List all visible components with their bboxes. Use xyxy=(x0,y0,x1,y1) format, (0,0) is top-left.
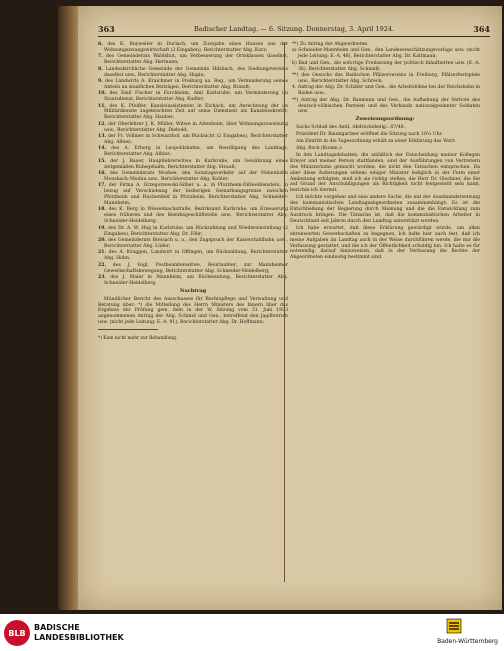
paragraph: Am Eintritt in die Tagesordnung erhält zu einer Erklärung das Wort: xyxy=(296,139,456,145)
running-title: Badischer Landtag. — 6. Sitzung. Donnerstag, 3. April 1924. xyxy=(193,25,395,33)
list-item xyxy=(98,238,288,250)
item-text: des Emil Fischer in Forchheim, Amt Karlsruhe, um Verminderung im Staatsdienst, Berichterstatter Abg. Kudler; xyxy=(104,91,288,103)
item-text: des K. Buyweiler in Durlach, um Zuwgabe eines Hauses aus der Wohnungszwangswirtschaft (2 Eingaben), Berichterstatter Abg. Kurz; xyxy=(104,42,288,53)
list-item xyxy=(98,171,288,183)
list-item: a) Schneider-Mannheim und Gen., den Landeseinschätzungsvorlage usw. (nicht jede Leitung: E.-A. 46), Berichterstatter Abg. Dr. Kaltmann; xyxy=(292,48,480,60)
item-text: des J. Vogl, Postbeamtenwitwe, Beurlaubter, zur Mannheimer Gewerkschaftsbewegung, Berichterstatter Abg. Schneider-Heidelberg; xyxy=(104,262,288,274)
list-item xyxy=(98,42,288,54)
library-name-line2: LANDESBIBLIOTHEK xyxy=(34,633,124,642)
list-item xyxy=(98,67,288,79)
item-text: des Gemeinderats Moshee, den Sonntagsverkehr auf der Nebenbahn Moosbach–Mudau usw., Berichterstatter Abg. Kohler; xyxy=(104,171,289,182)
document-page xyxy=(78,6,502,610)
header-rule xyxy=(98,36,490,37)
list-item: **) Zu Antrag der Abgeordneten xyxy=(292,42,368,47)
right-paragraphs xyxy=(290,125,480,261)
paragraph: In den Landtagsdebatten, die anläßlich der Entscheidung meiner Kollegen Kreyer und meiner Person stattfanden, sind der Ausführungen von Vertretern des Ministeriums gemacht worden, die nicht den Tatsachen entsprechen. Da aber diese Äußerungen seitens einiger Minister lediglich in der Form einer Andeutung erfolgten, muß ich sie richtig stellen, die Herr Dr. Glockner, die Sie auf Grund der Anschuldigungen als Richtigkeit nicht festgestellt sein kann, berichte ich hiermit. xyxy=(290,152,480,194)
paragraph: Ich möchte vorgehen und eine andere Sache, die mit der Auseinandersetzung des kommunistischen Landtagsabgeordneten zusammenhängt: Es ist die Entschließung der Regierung durch Meinung und die die Entwicklung zum Ausdruck bringen. Die Tatsache ist, daß die kommunistischen Arbeiter in Deutschland seit Jahren durch den Landtag unterstützt worden. xyxy=(290,195,480,224)
library-name-line1: BADISCHE xyxy=(34,623,80,632)
list-item xyxy=(98,226,288,238)
item-text: der Firma A. Grzegorzewski-Silber u. a. in Pforzheim-Dillweißenstein, in bezug auf Verschiebung der bisherigen Gemarkungsgrenze zwischen Pforzheim und Huchenfeld in Pforzheim, Berichterstatter Abg. Schneider-Mannheim; xyxy=(104,183,288,207)
item-number: 11. xyxy=(98,103,106,109)
left-tail-paragraph: Mündlicher Bericht des Ausschusses für Rechtspflege und Verwaltung und Beratung über: *) die Mitteilung des Herrn Ministers des Innern über das Ergebnis der Prüfung gem. dem in der W. Sitzung vom 31. Juni 1923 angenommenen Antrag der Abg. Schmid und Gen., betreffend den Jagdbetrieb usw. (nicht jede Leitung: E.-A. 91), Berichterstatter Abg. Dr. Hoffmann; xyxy=(98,296,288,326)
list-item xyxy=(98,54,288,66)
item-text: des K. Berg in Wiesenbachstraße, Bezirksamt Karlsruhe, um Erneuerung eines früheren und des Bezirksgeschäftstelle usw., Berichterstatter Abg. Schneider-Heidelberg; xyxy=(104,207,288,225)
list-item: **) Antrag der Abg. Dr. Baumann und Gen., die Aufhebung der Verbote des deutsch-völkischen Parteien und des Verbands nationalgesinnter Soldaten usw. xyxy=(292,97,480,115)
item-text: Landeskirchliche Gemeinde der Gemeinde Hilsbach, des Siedlungsvereins daselbst usw., Berichterstatter Abg. Hugin; xyxy=(104,66,288,78)
item-text: der J. Bauer, Hauptlehrerwitwe in Karlsruhe, um Gewährung eines zeitgemäßen Ruhegehalts, Berichterstatter Abg. Strauß; xyxy=(104,158,288,170)
list-item xyxy=(98,263,288,275)
footnote: *) Kam nicht mehr zur Behandlung. xyxy=(98,336,178,342)
list-item: b) Bad und Gen., die sofortige Freilassung der politisch Inhaftierten usw. (E.-A. 36), Berichterstatter Abg. Schmidt; xyxy=(292,60,480,72)
list-item xyxy=(98,250,288,262)
right-column xyxy=(290,42,480,262)
item-number: 8. xyxy=(98,66,103,72)
list-item xyxy=(98,159,288,171)
item-number: 10. xyxy=(98,91,106,97)
state-coat-of-arms-icon xyxy=(444,617,464,635)
item-text: des A. Erberg in Leopoldshafen, um Bewilligung des Landtags, Berichterstatter Abg. Albiez; xyxy=(104,146,288,158)
item-text: des Gemeinderats Breisach u. a., den Zugspruch der Kaiserstuhlbahn usw., Berichterstatter Abg. Lüder; xyxy=(104,238,288,249)
item-number: 9. xyxy=(98,78,103,84)
item-text: des A. Kruggen, Landwirt in Offingen, um Rückzahlung, Berichterstatter Abg. Hohn; xyxy=(104,250,288,262)
list-item xyxy=(98,275,288,287)
item-number: 6. xyxy=(98,42,103,47)
item-number: 12. xyxy=(98,121,106,127)
paragraph: Sachs Schluß des Amtl. Abdrucksbeilg.: 87/48. xyxy=(296,125,406,131)
list-item xyxy=(98,79,288,91)
item-text: des Dr. A. W. Hug in Karlsruhe, um Rückzahlung und Wiedereinstellung (2 Eingaben), Berichterstatter Abg. Dr. Föhr; xyxy=(104,225,288,237)
item-number: 16. xyxy=(98,171,106,177)
list-item xyxy=(98,134,288,146)
item-number: 7. xyxy=(98,54,103,60)
item-text: des K. Pfeiffer, Kanzleiassistenten in Eichach, um Anrechnung der im Militärdienste zugebrachten Zeit auf seine Dienstzeit als Kanzleisekretär, Berichterstatter Abg. Hauber; xyxy=(104,103,288,121)
page-number-right: 364 xyxy=(473,24,490,34)
item-number: 14. xyxy=(98,146,106,152)
item-number: 13. xyxy=(98,134,106,140)
item-number: 21. xyxy=(98,250,106,256)
column-divider xyxy=(284,42,285,582)
page-header xyxy=(98,24,490,38)
left-items-list xyxy=(98,42,288,287)
item-text: der Oberlehrer J. K. Müller, Witwe in Altenheim, über Wohnungszuweisung usw., Berichterstatter Abg. Diebold; xyxy=(104,121,288,133)
item-number: 15. xyxy=(98,158,106,164)
item-text: des J. Maier in Mannheim, um Rücksendung, Berichterstatter Abg. Schneider-Heidelberg. xyxy=(104,274,288,286)
item-text: des Landwirts A. Kraichmer in Freiburg ua. Reg., um Verminderung seines Anteils an staatlichen Beiträgen, Berichterstatter Abg. Brandt; xyxy=(104,78,288,90)
right-items-list xyxy=(290,42,480,115)
right-heading: Zuweisungsordnung: xyxy=(355,116,415,123)
paragraph: Präsident Dr. Baumgartner eröffnet die Sitzung nach 10¼ Uhr. xyxy=(296,132,443,138)
page-number-left: 363 xyxy=(98,24,115,34)
item-number: 19. xyxy=(98,225,106,231)
item-number: 23. xyxy=(98,274,106,280)
list-item: 4. Antrag der Abg. Dr. Schäfer und Gen., die Arbeitslöhne bei der Reichsbahn in Baden usw.; xyxy=(292,85,480,97)
item-number: 22. xyxy=(98,262,106,268)
list-item xyxy=(98,104,288,122)
item-number: 18. xyxy=(98,207,106,213)
left-column xyxy=(98,42,288,342)
footnote-rule xyxy=(98,329,158,330)
paragraph: Ich habe erwartet, daß diese Erklärung gewürdigt würde, um allen ehrenwerten Gewerkschaften zu begegnen. Ich halte hier auch fest, daß ich meine Aufgaben im Landtag auch in der Weise durchführen werde, die mir die Verfassung gestattet, und die ich der Öffentlichkeit schuldig bin. Ich halte es für notwendig, darauf hinzuweisen, daß in der Verfassung die Rechte der Abgeordneten eindeutig bestimmt sind. xyxy=(290,225,480,261)
list-item xyxy=(98,183,288,207)
list-item xyxy=(98,91,288,103)
state-label: Baden-Württemberg xyxy=(437,638,498,645)
list-item: **) des Gesuchs des Badischen Pfälzervereins in Freiburg, Pfälzerfestspiele usw., Berichterstatter Abg. Schreck; xyxy=(292,73,480,84)
item-number: 20. xyxy=(98,238,106,243)
library-name[interactable] xyxy=(34,623,124,643)
list-item xyxy=(98,207,288,225)
item-number: 17. xyxy=(98,183,106,189)
paragraph: Abg. Bock (Komm.): xyxy=(296,146,343,151)
item-text: des Gemeinderats Waldshut, um Verbesserung der Ortsklassen daselbst, Berichterstatter Abg. Hermann; xyxy=(104,54,288,66)
item-text: der Fr. Vollmer in Schwarzhof, um Rücksicht (2 Eingaben), Berichterstatter Abg. Albiez; xyxy=(104,134,288,145)
list-item xyxy=(98,146,288,158)
list-item xyxy=(98,122,288,134)
footer-bar xyxy=(0,614,504,651)
blb-logo-icon[interactable]: BLB xyxy=(4,620,30,646)
left-heading: Nachtrag xyxy=(179,287,207,294)
